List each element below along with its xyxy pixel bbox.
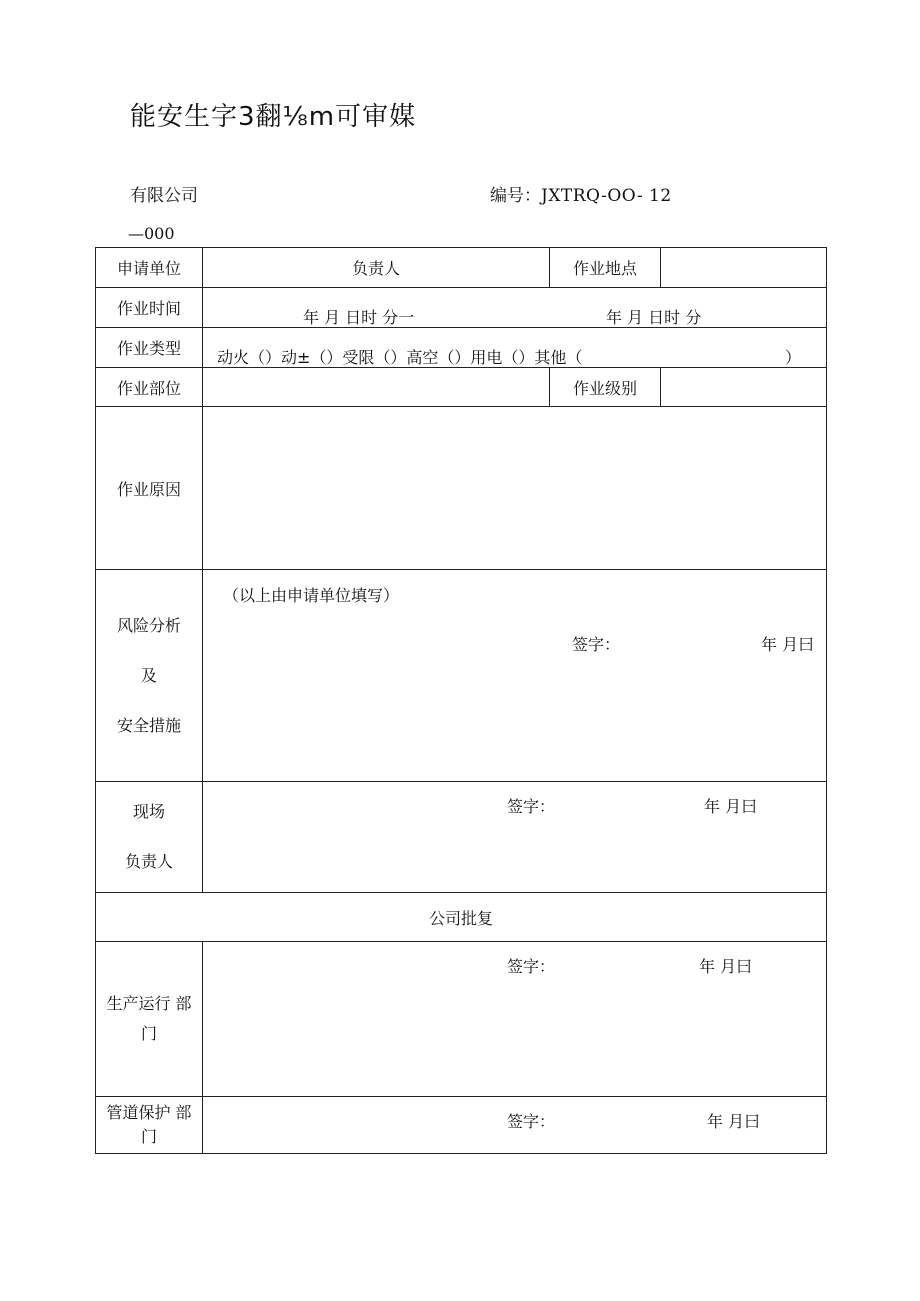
pipe-label-line2: 门: [140, 1127, 157, 1146]
code-label: 编号：: [490, 186, 541, 206]
risk-note: （以上由申请单位填写）: [223, 586, 400, 605]
label-pipeline-dept: [96, 1097, 203, 1154]
label-applicant-unit: 申请单位: [96, 248, 203, 288]
label-work-part: 作业部位: [96, 368, 203, 407]
pipe-date-label: 年 月曰: [707, 1112, 761, 1131]
time-end: 年 月 日时 分: [606, 308, 702, 327]
field-production-dept[interactable]: [203, 942, 827, 1097]
field-work-level[interactable]: [661, 368, 827, 407]
serial-number: —000: [128, 224, 175, 243]
field-work-reason[interactable]: [203, 407, 827, 570]
company-name: 有限公司: [130, 186, 198, 206]
time-start: 年 月 日时 分一: [303, 308, 415, 327]
risk-sign-label: 签字：: [572, 635, 621, 654]
site-date-label: 年 月曰: [704, 797, 758, 816]
label-work-location: 作业地点: [550, 248, 661, 288]
label-work-time: 作业时间: [96, 288, 203, 328]
code-value: JXTRQ-OO- 12: [541, 186, 672, 206]
label-production-dept: [96, 942, 203, 1097]
field-work-time[interactable]: [203, 288, 827, 328]
row-company-approval: [96, 893, 827, 942]
document-code: [490, 181, 672, 206]
prod-label-line2: 门: [140, 1024, 157, 1043]
risk-date-label: 年 月曰: [761, 635, 815, 654]
document-title: 能安生字3翻⅛m可审媒: [130, 102, 417, 132]
work-type-options: 动火（）动±（）受限（）高空（）用电（）其他（: [217, 348, 583, 367]
row-work-part: [96, 368, 827, 407]
label-site-supervisor: [96, 782, 203, 893]
field-work-type[interactable]: [203, 328, 827, 368]
risk-label-line1: 风险分析: [116, 615, 181, 635]
work-type-close: ）: [785, 348, 802, 367]
row-risk-analysis: [96, 570, 827, 782]
risk-label-line3: 安全措施: [116, 715, 181, 735]
label-work-level: 作业级别: [550, 368, 661, 407]
row-production-dept: [96, 942, 827, 1097]
row-work-time: [96, 288, 827, 328]
field-risk-analysis[interactable]: [203, 570, 827, 782]
label-work-reason: 作业原因: [96, 407, 203, 570]
section-company-approval: 公司批复: [96, 893, 827, 942]
prod-date-label: 年 月曰: [699, 957, 753, 976]
site-label-line2: 负责人: [124, 852, 173, 871]
field-site-supervisor[interactable]: [203, 782, 827, 893]
label-person-in-charge: 负责人: [203, 248, 550, 288]
pipe-sign-label: 签字：: [507, 1112, 556, 1131]
field-pipeline-dept[interactable]: [203, 1097, 827, 1154]
prod-label-line1: 生产运行 部: [106, 994, 192, 1013]
label-risk-analysis: [96, 570, 203, 782]
field-work-location[interactable]: [661, 248, 827, 288]
site-label-line1: 现场: [132, 802, 165, 821]
row-pipeline-dept: [96, 1097, 827, 1154]
permit-form-table: [95, 247, 827, 1154]
pipe-label-line1: 管道保护 部: [106, 1103, 192, 1122]
row-site-supervisor: [96, 782, 827, 893]
label-work-type: 作业类型: [96, 328, 203, 368]
risk-label-line2: 及: [140, 665, 157, 685]
site-sign-label: 签字：: [507, 797, 556, 816]
field-work-part[interactable]: [203, 368, 550, 407]
row-work-reason: [96, 407, 827, 570]
prod-sign-label: 签字：: [507, 957, 556, 976]
row-applicant: [96, 248, 827, 288]
row-work-type: [96, 328, 827, 368]
